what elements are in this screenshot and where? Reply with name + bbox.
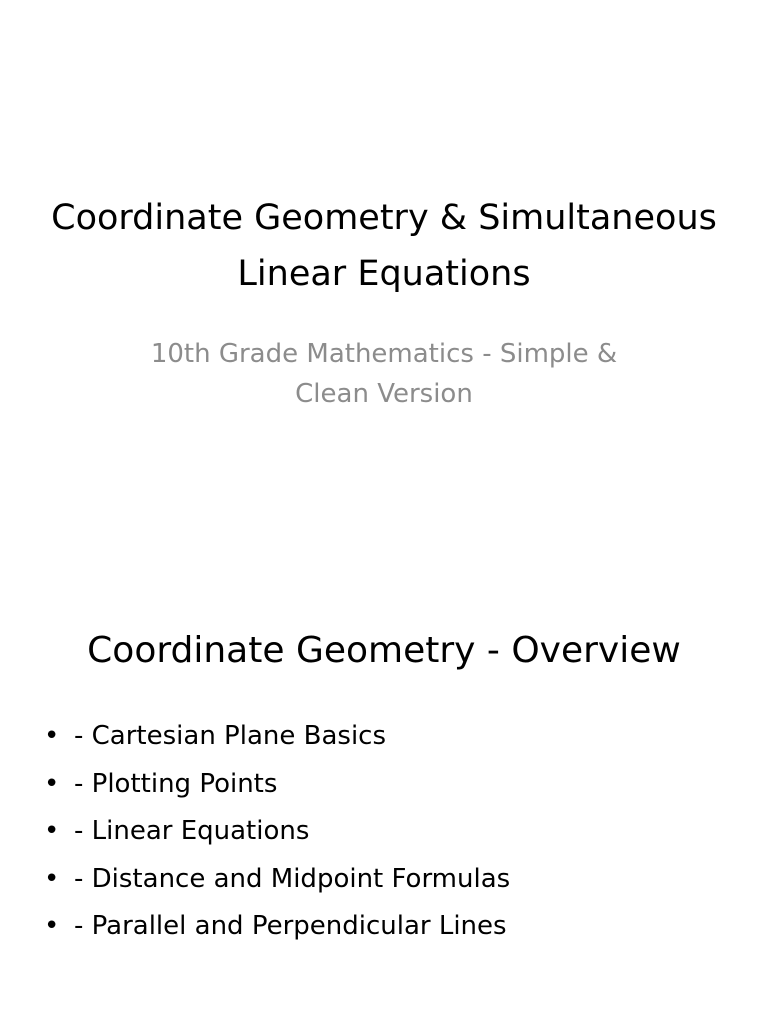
bullet-icon: • [44, 911, 60, 941]
slide-title: Coordinate Geometry & Simultaneous Linear Equations [51, 198, 717, 294]
bullet-item [40, 713, 730, 761]
slide-title: Coordinate Geometry - Overview [87, 630, 681, 671]
bullet-text: - Parallel and Perpendicular Lines [74, 911, 507, 941]
bullet-text: - Plotting Points [74, 768, 278, 799]
bullet-item [40, 903, 730, 951]
bullet-list [40, 713, 730, 951]
bullet-text: - Linear Equations [74, 816, 310, 846]
bullet-item [40, 856, 730, 904]
overview-slide [0, 512, 768, 1024]
bullet-icon: • [44, 863, 60, 894]
bullet-text: - Cartesian Plane Basics [74, 721, 387, 751]
bullet-text: - Distance and Midpoint Formulas [74, 863, 511, 894]
slide-subtitle: 10th Grade Mathematics - Simple & Clean Version [150, 339, 618, 409]
bullet-item [40, 761, 730, 809]
bullet-item [40, 808, 730, 856]
bullet-icon: • [44, 721, 60, 751]
bullet-icon: • [44, 768, 60, 799]
bullet-icon: • [44, 816, 60, 846]
